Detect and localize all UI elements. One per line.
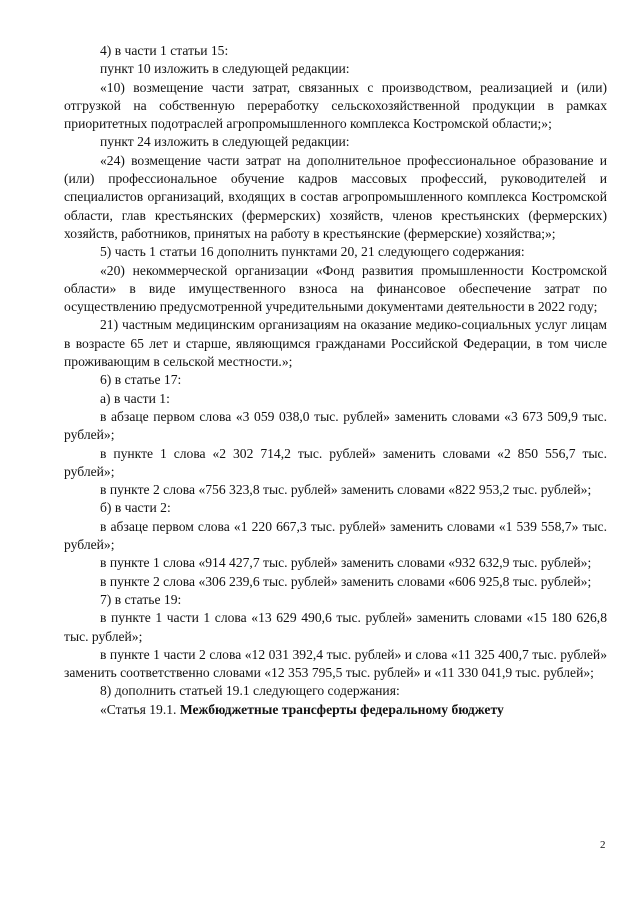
paragraph: 21) частным медицинским организациям на оказание медико-социальных услуг лицам в возрасте 65 лет и старше, являющимся гражданами Российской Федерации, в том числе проживающим в сельской местности.»; [64,317,607,370]
paragraph: в абзаце первом слова «3 059 038,0 тыс. рублей» заменить словами «3 673 509,9 тыс. рублей»; [64,408,607,443]
article-heading [64,701,607,719]
paragraph: в пункте 2 слова «756 323,8 тыс. рублей» заменить словами «822 953,2 тыс. рублей»; [100,482,592,498]
article-heading-prefix: «Статья 19.1. [100,701,180,717]
paragraph: пункт 10 изложить в следующей редакции: [100,61,350,77]
paragraph: «10) возмещение части затрат, связанных с производством, реализацией и (или) отгрузкой на собственную переработку сельскохозяйственной продукции в рамках приоритетных подотраслей агропромышленного комплекса Костромской области;»; [64,79,607,132]
paragraph: а) в части 1: [100,390,170,406]
paragraph: пункт 24 изложить в следующей редакции: [100,134,350,150]
paragraph: в пункте 1 части 2 слова «12 031 392,4 тыс. рублей» и слова «11 325 400,7 тыс. рублей» заменить соответственно словами «12 353 795,5 тыс. рублей» и «11 330 041,9 тыс. рублей»; [64,646,607,681]
paragraph: «20) некоммерческой организации «Фонд развития промышленности Костромской области» в виде имущественного взноса на финансовое обеспечение затрат по осуществлению предусмотренной учредительными документами деятельности в 2022 году; [64,262,607,315]
article-heading-title: Межбюджетные трансферты федеральному бюджету [179,701,504,717]
paragraph: 8) дополнить статьей 19.1 следующего содержания: [100,683,400,699]
paragraph: б) в части 2: [100,500,171,516]
paragraph: 5) часть 1 статьи 16 дополнить пунктами 20, 21 следующего содержания: [100,244,525,260]
paragraph: в пункте 1 слова «2 302 714,2 тыс. рублей» заменить словами «2 850 556,7 тыс. рублей»; [64,445,607,479]
paragraph: 4) в части 1 статьи 15: [100,43,229,58]
paragraph: в пункте 2 слова «306 239,6 тыс. рублей» заменить словами «606 925,8 тыс. рублей»; [100,573,592,589]
page-number: 2 [600,839,606,851]
paragraph: в пункте 1 слова «914 427,7 тыс. рублей» заменить словами «932 632,9 тыс. рублей»; [100,555,592,571]
paragraph: в абзаце первом слова «1 220 667,3 тыс. рублей» заменить словами «1 539 558,7» тыс. рублей»; [64,518,607,553]
paragraph: в пункте 1 части 1 слова «13 629 490,6 тыс. рублей» заменить словами «15 180 626,8 тыс. рублей»; [64,610,607,644]
paragraph: «24) возмещение части затрат на дополнительное профессиональное образование и (или) профессиональное обучение кадров массовых профессий, руководителей и специалистов организаций, входящих в состав агропромышленного комплекса Костромской области, глав крестьянских (фермерских) хозяйств, членов крестьянских (фермерских) хозяйств, работников, принятых на работу в крестьянские (фермерские) хозяйства;»; [64,152,607,241]
paragraph: 7) в статье 19: [100,591,182,607]
document-body [64,42,607,719]
paragraph: 6) в статье 17: [100,372,182,388]
